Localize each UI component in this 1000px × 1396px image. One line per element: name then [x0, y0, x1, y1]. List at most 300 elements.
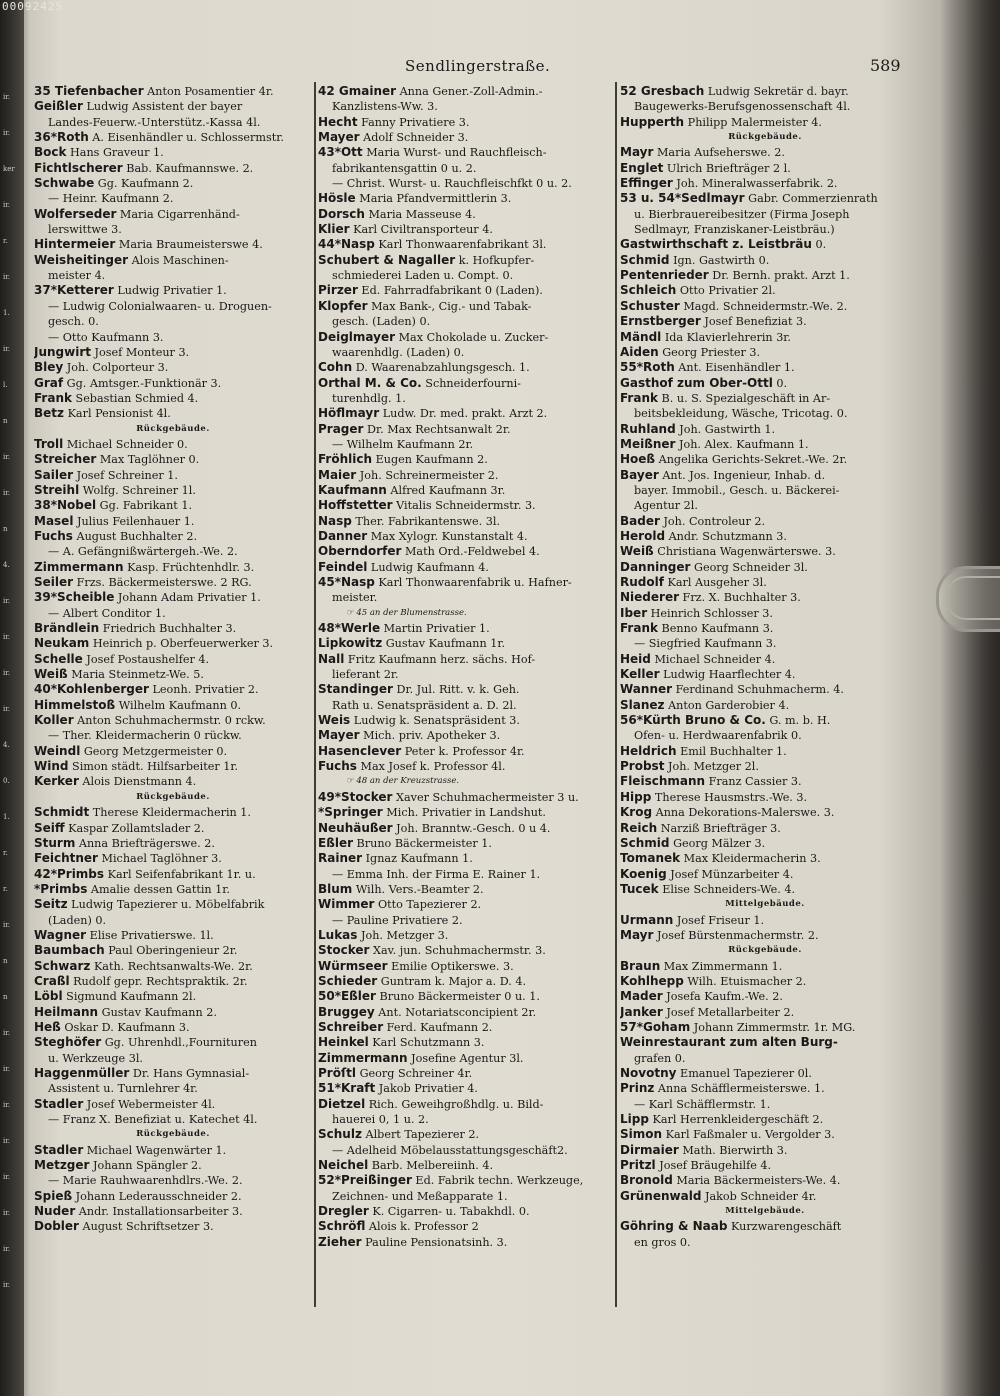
directory-entry [34, 667, 312, 682]
entry-details: Karl Faßmaler u. Vergolder 3. [662, 1128, 835, 1142]
entry-details: Maria Aufseherswe. 2. [653, 146, 785, 160]
directory-entry [620, 1158, 910, 1173]
entry-details: Anton Posamentier 4r. [143, 85, 274, 98]
directory-entry [34, 805, 312, 820]
entry-name: Feindel [318, 559, 368, 574]
section-heading: Rückgebäude. [136, 1129, 210, 1140]
entry-details: Rudolf gepr. Rechtspraktik. 2r. [69, 974, 248, 988]
page-number: 589 [870, 56, 901, 75]
directory-entry [34, 943, 312, 958]
entry-details: Ignaz Kaufmann 1. [362, 852, 473, 866]
entry-continuation: — Adelheid Möbelausstattungsgeschäft2. [332, 1143, 568, 1157]
entry-name: Frank [620, 621, 658, 636]
entry-name: Bader [620, 513, 660, 528]
entry-continuation: — Ludwig Colonialwaaren- u. Droguen- [48, 299, 272, 313]
margin-fragment: r. [3, 237, 8, 245]
entry-details: Maria Steinmetz-We. 5. [67, 668, 204, 682]
entry-name: 38*Nobel [34, 498, 97, 513]
entry-name: Schwarz [34, 958, 91, 973]
entry-details: Ferdinand Schuhmacherm. 4. [672, 683, 844, 697]
entry-continuation: waarenhdlg. (Laden) 0. [332, 345, 465, 359]
directory-entry [318, 943, 614, 958]
entry-continuation: grafen 0. [634, 1051, 686, 1065]
directory-entry [620, 145, 910, 160]
margin-fragment: n [3, 417, 8, 425]
entry-name: Krog [620, 805, 653, 820]
entry-details: Max Kleidermacherin 3. [680, 852, 821, 866]
section-heading: Rückgebäude. [728, 945, 802, 956]
entry-name: Niederer [620, 590, 679, 605]
directory-entry [620, 590, 910, 605]
directory-entry [34, 1020, 312, 1035]
entry-continuation: schmiederei Laden u. Compt. 0. [332, 269, 514, 283]
directory-entry [34, 989, 312, 1004]
entry-name: Schwabe [34, 176, 95, 191]
entry-name: Rainer [318, 851, 363, 866]
entry-name: *Springer [318, 805, 383, 820]
entry-details: Martin Privatier 1. [380, 622, 490, 636]
entry-name: Graf [34, 375, 64, 390]
entry-name: Kerker [34, 774, 79, 789]
directory-entry [318, 1005, 614, 1020]
entry-continuation: meister 4. [48, 269, 106, 283]
document-id: 00092425 [2, 0, 63, 13]
entry-name: Heinkel [318, 1035, 369, 1050]
entry-name: 56*Kürth Bruno & Co. [620, 713, 766, 728]
margin-fragment: ir. [3, 669, 11, 677]
entry-name: Stadler [34, 1142, 84, 1157]
directory-entry [620, 1189, 910, 1204]
entry-name: Seiff [34, 820, 65, 835]
directory-entry [318, 283, 614, 298]
directory-entry [620, 115, 910, 130]
entry-name: 35 Tiefenbacher [34, 84, 144, 98]
entry-name: Aiden [620, 344, 659, 359]
entry-name: Prinz [620, 1081, 655, 1096]
entry-details: Joh. Metzger 2l. [664, 760, 759, 774]
directory-entry [620, 345, 910, 360]
margin-fragment: ir. [3, 1209, 11, 1217]
entry-name: Bronold [620, 1173, 673, 1188]
entry-continuation: Kanzlistens-Ww. 3. [332, 100, 438, 114]
entry-details: Ludwig Privatier 1. [113, 284, 227, 298]
entry-name: Eßler [318, 835, 353, 850]
entry-details: Karl Pensionist 4l. [64, 407, 171, 421]
cross-reference-note: ☞ 45 an der Blumenstrasse. [346, 607, 467, 618]
directory-entry [318, 253, 614, 268]
entry-name: Mändl [620, 329, 662, 344]
entry-details: Andr. Schutzmann 3. [665, 529, 787, 543]
entry-name: Schelle [34, 651, 83, 666]
entry-name: Pentenrieder [620, 268, 709, 283]
entry-continuation: Baugewerks-Berufsgenossenschaft 4l. [634, 100, 851, 114]
entry-name: Mayer [318, 728, 360, 743]
paper-clip-inner [946, 576, 1000, 620]
entry-name: Simon [620, 1127, 663, 1142]
entry-details: Schneiderfourni- [421, 376, 521, 390]
entry-details: B. u. S. Spezialgeschäft in Ar- [657, 391, 831, 405]
entry-details: Michael Schneider 4. [650, 652, 776, 666]
directory-entry [620, 989, 910, 1004]
entry-details: Johann Lederausschneider 2. [72, 1189, 242, 1203]
directory-entry [34, 253, 312, 268]
entry-details: Ed. Fabrik techn. Werkzeuge, [411, 1174, 584, 1188]
entry-name: Fuchs [34, 528, 73, 543]
margin-fragment: ker [3, 165, 15, 173]
entry-name: 51*Kraft [318, 1081, 376, 1096]
entry-name: Maier [318, 467, 357, 482]
entry-name: 57*Goham [620, 1019, 691, 1034]
entry-details: Ludwig Kaufmann 4. [367, 560, 489, 574]
margin-fragment: ir. [3, 1245, 11, 1253]
directory-entry [318, 1097, 614, 1112]
entry-name: Urmann [620, 912, 674, 927]
entry-name: Fleischmann [620, 774, 706, 789]
entry-details: Franz Cassier 3. [705, 775, 802, 789]
entry-details: Gg. Uhrenhdl.,Fournituren [101, 1036, 257, 1050]
entry-continuation: — Emma Inh. der Firma E. Rainer 1. [332, 867, 541, 881]
directory-entry [620, 544, 910, 559]
entry-continuation: gesch. 0. [48, 315, 99, 329]
directory-entry [620, 268, 910, 283]
directory-entry [34, 84, 312, 99]
directory-entry [34, 1143, 312, 1158]
entry-name: Nasp [318, 513, 352, 528]
directory-entry [34, 1158, 312, 1173]
entry-name: Masel [34, 513, 74, 528]
entry-name: Feichtner [34, 851, 98, 866]
directory-entry [620, 191, 910, 206]
margin-fragment: ir. [3, 921, 11, 929]
margin-fragment: ir. [3, 273, 11, 281]
entry-name: Koenig [620, 866, 667, 881]
entry-name: 52*Preißinger [318, 1173, 412, 1188]
entry-name: Iber [620, 605, 648, 620]
entry-name: Weinrestaurant zum alten Burg- [620, 1035, 838, 1050]
directory-entry [620, 529, 910, 544]
entry-name: Pritzl [620, 1158, 656, 1173]
directory-entry [34, 575, 312, 590]
directory-entry [620, 682, 910, 697]
directory-entry [34, 468, 312, 483]
directory-entry [620, 1143, 910, 1158]
margin-fragment: ir. [3, 1281, 11, 1289]
directory-entry [318, 1204, 614, 1219]
entry-details: Wolfg. Schreiner 1l. [79, 483, 196, 497]
directory-entry [620, 360, 910, 375]
directory-entry [34, 682, 312, 697]
entry-continuation: gesch. (Laden) 0. [332, 315, 431, 329]
directory-entry [34, 483, 312, 498]
entry-name: Hupperth [620, 114, 685, 129]
entry-details: Kasp. Früchtenhdlr. 3. [123, 560, 255, 574]
directory-entry [34, 376, 312, 391]
entry-name: Göhring & Naab [620, 1219, 728, 1234]
entry-details: Gabr. Commerzienrath [744, 192, 878, 206]
directory-entry [34, 882, 312, 897]
entry-details: Magd. Schneidermstr.-We. 2. [679, 299, 848, 313]
entry-details: Leonh. Privatier 2. [148, 683, 259, 697]
entry-details: Max Chokolade u. Zucker- [395, 330, 549, 344]
entry-name: Neukam [34, 636, 90, 651]
entry-continuation: (Laden) 0. [48, 913, 107, 927]
entry-details: Anton Garderobier 4. [664, 698, 790, 712]
entry-details: Gustav Kaufmann 1r. [382, 637, 506, 651]
entry-name: Orthal M. & Co. [318, 375, 422, 390]
entry-name: Heilmann [34, 1004, 99, 1019]
directory-entry [34, 867, 312, 882]
directory-entry [34, 99, 312, 114]
directory-entry [318, 130, 614, 145]
entry-details: Hans Graveur 1. [66, 146, 164, 160]
entry-details: Josef Schreiner 1. [73, 468, 178, 482]
directory-entry [318, 728, 614, 743]
entry-details: Guntram k. Major a. D. 4. [377, 974, 527, 988]
directory-entry [318, 468, 614, 483]
directory-entry [318, 621, 614, 636]
entry-name: Standinger [318, 682, 393, 697]
entry-name: Weindl [34, 743, 81, 758]
directory-entry [318, 928, 614, 943]
section-heading: Rückgebäude. [728, 132, 802, 143]
directory-entry [34, 1219, 312, 1234]
directory-entry [318, 636, 614, 651]
entry-name: 39*Scheible [34, 590, 115, 605]
entry-name: Schreiber [318, 1019, 384, 1034]
entry-name: Tomanek [620, 851, 681, 866]
entry-details: Alois Dienstmann 4. [78, 775, 197, 789]
directory-entry [34, 974, 312, 989]
entry-continuation: — Ther. Kleidermacherin 0 rückw. [48, 729, 242, 743]
margin-fragment: n [3, 525, 8, 533]
directory-entry [34, 560, 312, 575]
directory-entry [34, 621, 312, 636]
entry-details: Maria Wurst- und Rauchfleisch- [362, 146, 547, 160]
entry-name: Neichel [318, 1158, 369, 1173]
entry-name: Spieß [34, 1188, 73, 1203]
entry-details: Georg Schneider 3l. [690, 560, 808, 574]
entry-details: Josef Benefiziat 3. [700, 315, 807, 329]
entry-details: Alois Maschinen- [128, 253, 229, 267]
entry-continuation: — Christ. Wurst- u. Rauchfleischfkt 0 u. 2. [332, 177, 572, 191]
entry-name: 55*Roth [620, 360, 675, 375]
directory-entry [620, 851, 910, 866]
entry-details: Karl Thonwaarenfabrikant 3l. [374, 238, 547, 252]
directory-entry [620, 422, 910, 437]
directory-entry [318, 330, 614, 345]
directory-entry [620, 1127, 910, 1142]
directory-entry [318, 514, 614, 529]
entry-name: Heß [34, 1019, 61, 1034]
directory-entry [34, 1189, 312, 1204]
entry-continuation: — Albert Conditor 1. [48, 606, 166, 620]
entry-details: Joh. Controleur 2. [659, 514, 766, 528]
directory-entry [318, 1081, 614, 1096]
entry-name: Wolferseder [34, 206, 117, 221]
entry-name: Deiglmayer [318, 329, 396, 344]
entry-name: Stocker [318, 943, 370, 958]
entry-details: Josef Münzarbeiter 4. [666, 867, 794, 881]
directory-entry [34, 498, 312, 513]
entry-continuation: — Wilhelm Kaufmann 2r. [332, 437, 474, 451]
entry-name: Mayr [620, 145, 654, 160]
entry-details: Alois k. Professor 2 [365, 1220, 479, 1234]
entry-details: Ida Klavierlehrerin 3r. [661, 330, 791, 344]
entry-details: Ed. Fahrradfabrikant 0 (Laden). [357, 284, 543, 298]
entry-details: Joh. Mineralwasserfabrik. 2. [672, 177, 838, 191]
entry-name: Sturm [34, 835, 76, 850]
entry-name: Heldrich [620, 743, 677, 758]
entry-name: Schleich [620, 283, 677, 298]
page-gutter-shadow [940, 0, 1000, 1396]
entry-name: 53 u. 54*Sedlmayr [620, 191, 745, 206]
directory-entry [318, 882, 614, 897]
entry-details: August Buchhalter 2. [72, 529, 197, 543]
entry-details: Karl Schutzmann 3. [368, 1036, 485, 1050]
entry-details: Simon städt. Hilfsarbeiter 1r. [68, 760, 239, 774]
cross-reference-note: ☞ 48 an der Kreuzstrasse. [346, 776, 460, 787]
margin-fragment: r. [3, 849, 8, 857]
directory-entry [620, 867, 910, 882]
directory-entry [620, 575, 910, 590]
directory-entry [318, 1173, 614, 1188]
margin-fragment: ir. [3, 1173, 11, 1181]
entry-name: 42 Gmainer [318, 84, 397, 98]
entry-details: G. m. b. H. [765, 714, 831, 728]
entry-details: Gg. Kaufmann 2. [94, 177, 194, 191]
entry-name: Meißner [620, 436, 676, 451]
entry-name: Probst [620, 759, 665, 774]
entry-name: Hecht [318, 114, 358, 129]
section-heading: Mittelgebäude. [725, 899, 805, 910]
directory-entry [620, 468, 910, 483]
directory-entry [620, 437, 910, 452]
entry-name: Danninger [620, 559, 691, 574]
entry-details: Mich. Privatier in Landshut. [382, 806, 546, 820]
entry-details: Kurzwarengeschäft [727, 1220, 842, 1234]
entry-continuation: Zeichnen- und Meßapparate 1. [332, 1189, 508, 1203]
entry-name: Dirmaier [620, 1142, 679, 1157]
entry-details: Kaspar Zollamtslader 2. [64, 821, 205, 835]
directory-entry [318, 406, 614, 421]
directory-entry [318, 422, 614, 437]
entry-details: Eugen Kaufmann 2. [372, 453, 488, 467]
directory-entry [34, 774, 312, 789]
entry-details: Wilh. Vers.-Beamter 2. [352, 882, 484, 896]
entry-details: Emilie Optikerswe. 3. [387, 959, 514, 973]
entry-name: 43*Ott [318, 145, 363, 160]
directory-entry [34, 1204, 312, 1219]
directory-entry [318, 1035, 614, 1050]
margin-fragment: 0. [3, 777, 10, 785]
entry-details: Dr. Max Rechtsanwalt 2r. [363, 422, 511, 436]
directory-entry [318, 1020, 614, 1035]
entry-continuation: Agentur 2l. [634, 499, 698, 513]
directory-entry [620, 376, 910, 391]
entry-details: Josef Metallarbeiter 2. [662, 1005, 795, 1019]
entry-name: Zimmermann [34, 559, 124, 574]
entry-name: Steghöfer [34, 1035, 102, 1050]
entry-continuation: Ofen- u. Herdwaarenfabrik 0. [634, 729, 802, 743]
entry-details: Michael Wagenwärter 1. [83, 1143, 227, 1157]
entry-details: Maria Bäckermeisters-We. 4. [672, 1174, 841, 1188]
entry-name: Dorsch [318, 206, 365, 221]
entry-name: Craßl [34, 973, 70, 988]
directory-entry [318, 575, 614, 590]
entry-details: Ant. Jos. Ingenieur, Inhab. d. [658, 468, 826, 482]
entry-details: Max Xylogr. Kunstanstalt 4. [367, 529, 528, 543]
directory-entry [318, 207, 614, 222]
entry-details: Michael Taglöhner 3. [97, 852, 222, 866]
entry-name: Fröhlich [318, 452, 373, 467]
entry-details: Alfred Kaufmann 3r. [386, 483, 506, 497]
directory-column-3 [620, 84, 910, 1250]
directory-entry [318, 1066, 614, 1081]
directory-entry [620, 1020, 910, 1035]
entry-details: Maria Braumeisterswe 4. [115, 238, 263, 252]
entry-details: Jakob Schneider 4r. [701, 1189, 817, 1203]
directory-entry [318, 1127, 614, 1142]
entry-continuation: — Marie Rauhwaarenhdlrs.-We. 2. [48, 1174, 243, 1188]
margin-fragment: 4. [3, 741, 10, 749]
directory-entry [318, 544, 614, 559]
directory-entry [318, 897, 614, 912]
entry-details: 0. [772, 376, 788, 390]
entry-details: Bab. Kaufmannswe. 2. [122, 161, 254, 175]
entry-continuation: bayer. Immobil., Gesch. u. Bäckerei- [634, 483, 840, 497]
entry-name: Blum [318, 881, 353, 896]
entry-name: Schmid [620, 252, 670, 267]
entry-name: Wagner [34, 927, 87, 942]
directory-entry [620, 652, 910, 667]
directory-entry [620, 928, 910, 943]
directory-entry [318, 115, 614, 130]
entry-name: 45*Nasp [318, 575, 375, 589]
entry-details: Pauline Pensionatsinh. 3. [361, 1235, 508, 1249]
entry-details: Joh. Alex. Kaufmann 1. [675, 437, 809, 451]
directory-entry [620, 606, 910, 621]
entry-continuation: beitsbekleidung, Wäsche, Tricotag. 0. [634, 407, 848, 421]
directory-entry [34, 514, 312, 529]
entry-continuation: turenhdlg. 1. [332, 391, 406, 405]
entry-name: Lipkowitz [318, 636, 383, 651]
entry-details: Joh. Colporteur 3. [63, 361, 169, 375]
directory-entry [620, 759, 910, 774]
entry-name: Seitz [34, 897, 68, 912]
adjacent-page-edge [0, 0, 24, 1396]
margin-fragment: ir. [3, 93, 11, 101]
entry-details: Dr. Hans Gymnasial- [129, 1067, 250, 1080]
entry-details: Josef Bürstenmachermstr. 2. [653, 928, 819, 942]
margin-fragment: ir. [3, 597, 11, 605]
entry-details: Michael Schneider 0. [63, 437, 188, 451]
directory-entry [318, 652, 614, 667]
entry-name: 42*Primbs [34, 866, 105, 881]
entry-name: Stadler [34, 1096, 84, 1111]
entry-details: Josef Postaushelfer 4. [82, 652, 210, 666]
entry-name: Würmseer [318, 958, 388, 973]
entry-details: Georg Priester 3. [658, 345, 761, 359]
entry-name: Herold [620, 528, 666, 543]
entry-details: Narziß Briefträger 3. [657, 821, 781, 835]
directory-entry [34, 636, 312, 651]
entry-details: Gustav Kaufmann 2. [98, 1005, 217, 1019]
entry-name: Kaufmann [318, 482, 387, 497]
directory-entry [620, 1173, 910, 1188]
directory-entry [318, 682, 614, 697]
directory-entry [318, 483, 614, 498]
entry-name: Weisheitinger [34, 252, 129, 267]
